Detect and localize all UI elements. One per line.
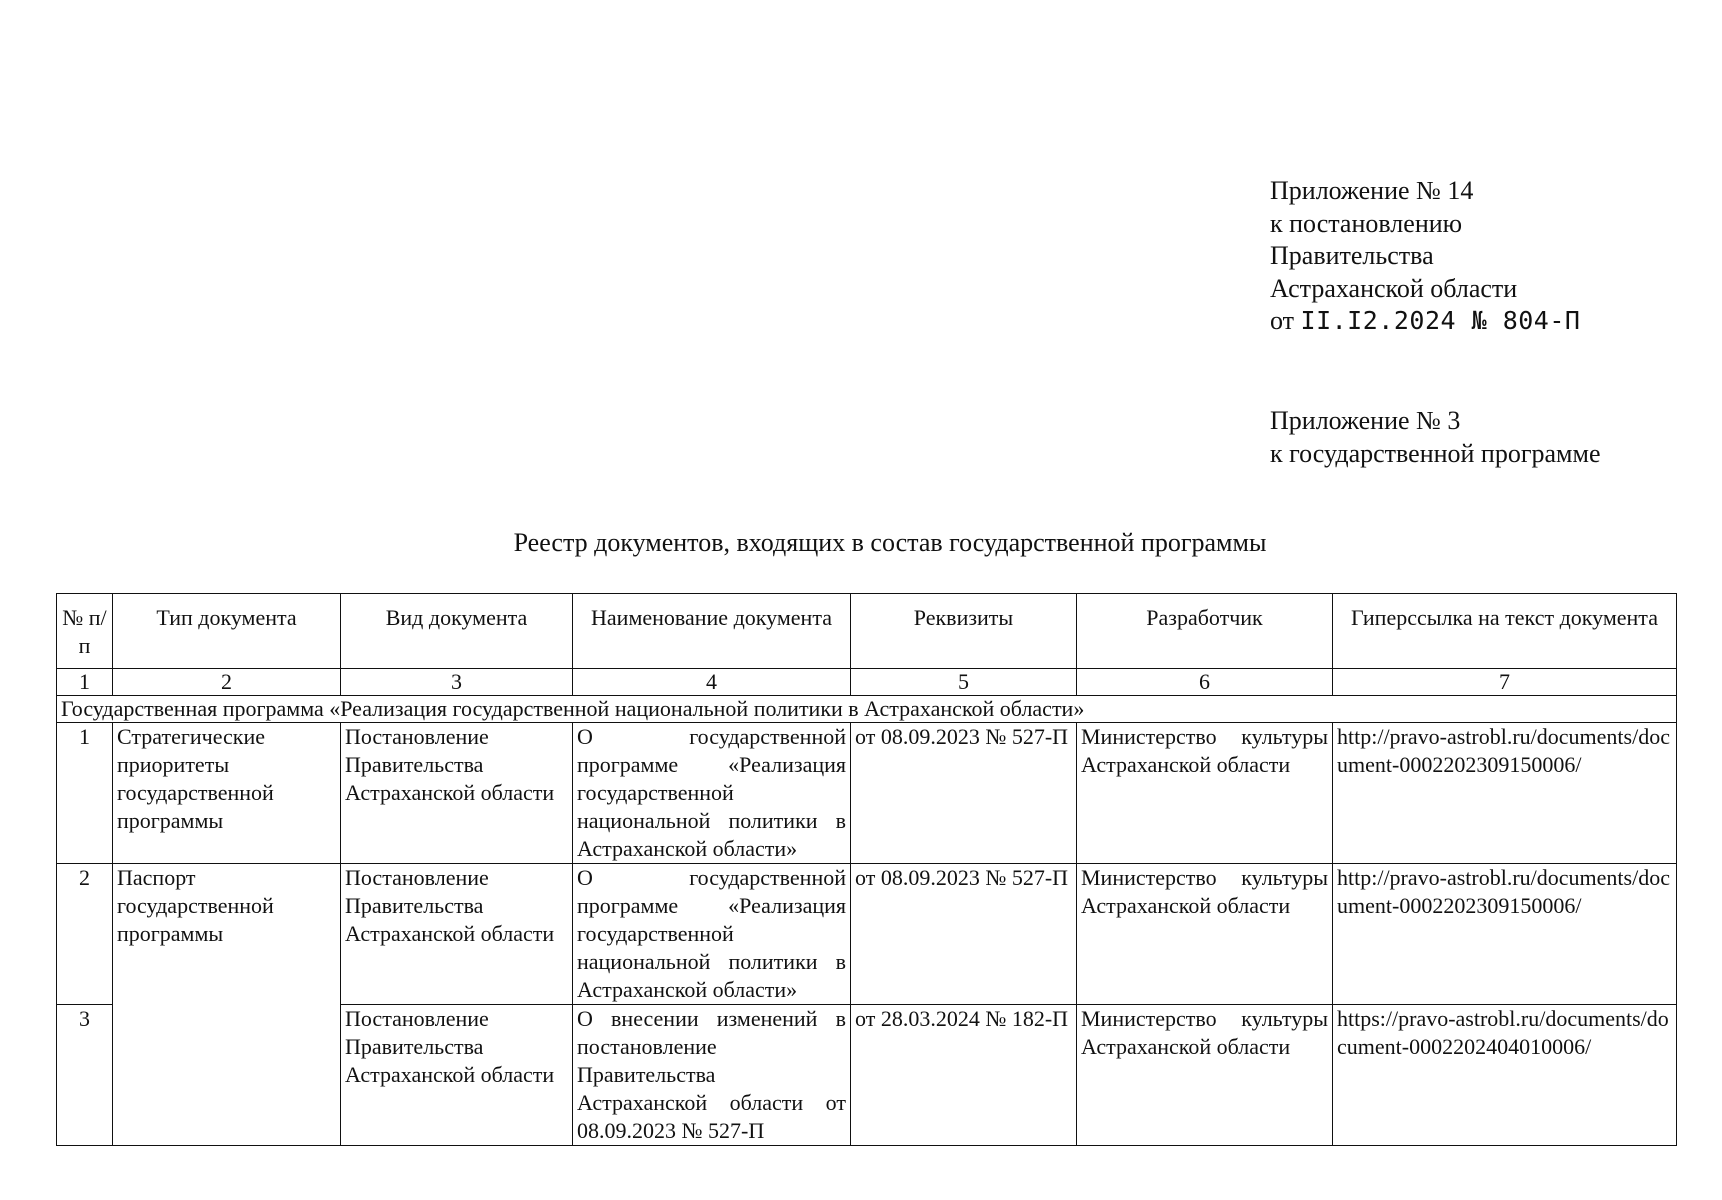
- document-link-cell[interactable]: http://pravo-astrobl.ru/documents/document-0002202309150006/: [1333, 723, 1677, 864]
- column-number: 1: [57, 669, 113, 696]
- document-type-cell: Стратегические приоритеты государственной программы: [113, 723, 341, 864]
- document-name-cell: О внесении изменений в постановление Правительства Астраханской области от 08.09.2023 № 527-П: [573, 1005, 851, 1146]
- table-row: [57, 864, 1677, 1005]
- row-number: 1: [57, 723, 113, 864]
- document-kind-cell: Постановление Правительства Астраханской области: [341, 723, 573, 864]
- document-type-cell: Паспорт государственной программы: [113, 864, 341, 1146]
- header-cell-developer: Разработчик: [1077, 594, 1333, 669]
- section-title: Государственная программа «Реализация государственной национальной политики в Астраханской области»: [57, 696, 1677, 723]
- column-number: 3: [341, 669, 573, 696]
- document-kind-cell: Постановление Правительства Астраханской области: [341, 864, 573, 1005]
- header-cell-number: № п/п: [57, 594, 113, 669]
- appendix-3-line1: Приложение № 3: [1270, 406, 1461, 435]
- document-details-cell: от 08.09.2023 № 527-П: [851, 864, 1077, 1005]
- document-developer-cell: Министерство культуры Астраханской области: [1077, 723, 1333, 864]
- table-row: [57, 723, 1677, 864]
- document-details-cell: от 28.03.2024 № 182-П: [851, 1005, 1077, 1146]
- appendix-14-line1: Приложение № 14: [1270, 176, 1474, 205]
- column-number: 2: [113, 669, 341, 696]
- document-developer-cell: Министерство культуры Астраханской области: [1077, 1005, 1333, 1146]
- row-number: 3: [57, 1005, 113, 1146]
- registry-table: [56, 593, 1677, 1146]
- document-title: Реестр документов, входящих в состав государственной программы: [513, 528, 1267, 557]
- section-row: [57, 696, 1677, 723]
- document-kind-cell: Постановление Правительства Астраханской области: [341, 1005, 573, 1146]
- column-number: 4: [573, 669, 851, 696]
- column-number: 7: [1333, 669, 1677, 696]
- appendix-14-block: [1270, 175, 1580, 338]
- row-number: 2: [57, 864, 113, 1005]
- appendix-14-date-stamp: II.I2.2024 № 804-П: [1300, 306, 1581, 335]
- header-cell-link: Гиперссылка на текст документа: [1333, 594, 1677, 669]
- document-link-cell[interactable]: http://pravo-astrobl.ru/documents/document-0002202309150006/: [1333, 864, 1677, 1005]
- header-cell-kind: Вид документа: [341, 594, 573, 669]
- column-number: 5: [851, 669, 1077, 696]
- header-cell-details: Реквизиты: [851, 594, 1077, 669]
- document-details-cell: от 08.09.2023 № 527-П: [851, 723, 1077, 864]
- appendix-14-line4: Астраханской области: [1270, 273, 1518, 303]
- document-link-cell[interactable]: https://pravo-astrobl.ru/documents/document-0002202404010006/: [1333, 1005, 1677, 1146]
- appendix-3-line2: к государственной программе: [1270, 438, 1601, 468]
- document-name-cell: О государственной программе «Реализация государственной национальной политики в Астраханской области»: [573, 864, 851, 1005]
- document-developer-cell: Министерство культуры Астраханской области: [1077, 864, 1333, 1005]
- appendix-14-line2: к постановлению: [1270, 208, 1463, 238]
- header-row: [57, 594, 1677, 669]
- appendix-3-block: [1270, 405, 1601, 470]
- appendix-14-line3: Правительства: [1270, 241, 1434, 270]
- column-number: 6: [1077, 669, 1333, 696]
- appendix-14-line5: [1270, 305, 1580, 338]
- document-name-cell: О государственной программе «Реализация государственной национальной политики в Астраханской области»: [573, 723, 851, 864]
- appendix-14-date-prefix: от: [1270, 306, 1295, 335]
- column-number-row: [57, 669, 1677, 696]
- header-cell-name: Наименование документа: [573, 594, 851, 669]
- header-cell-type: Тип документа: [113, 594, 341, 669]
